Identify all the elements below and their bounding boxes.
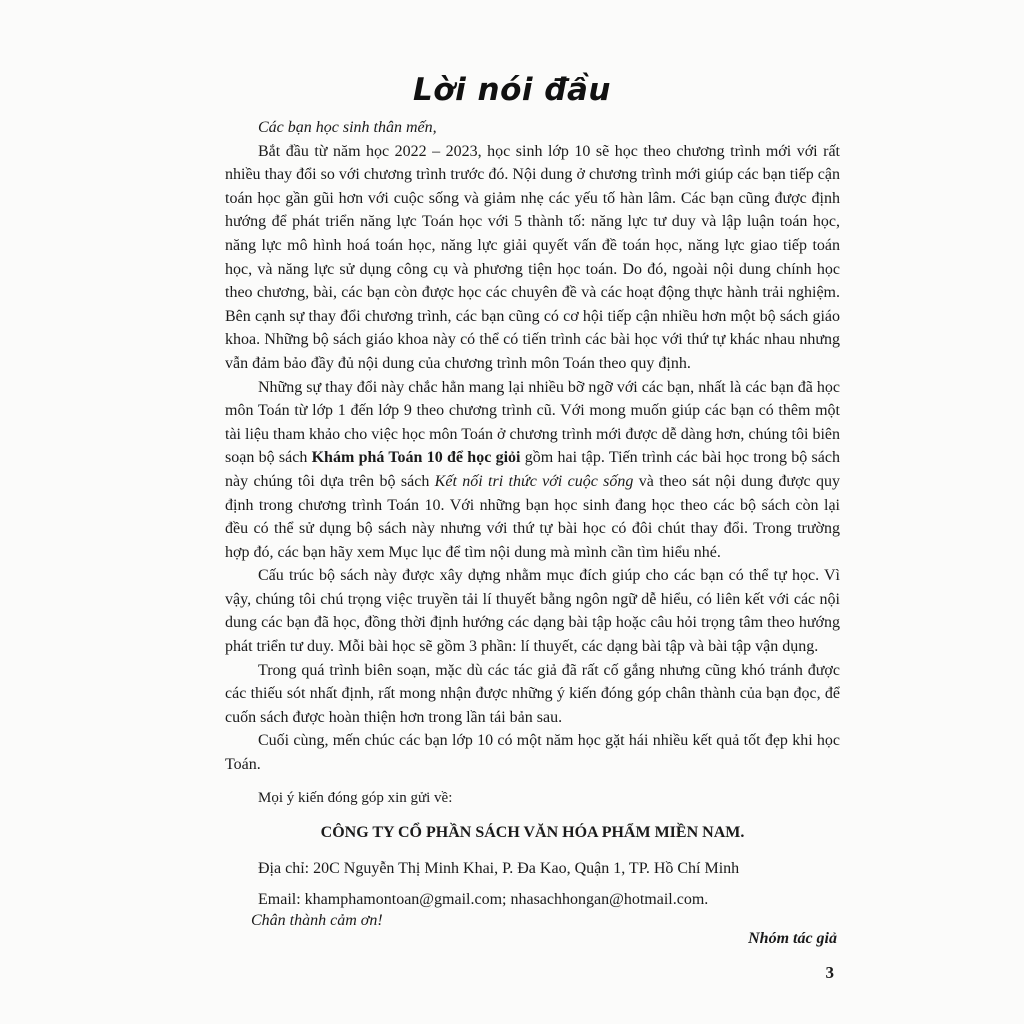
paragraph-4: Trong quá trình biên soạn, mặc dù các tác giả đã rất cố gắng nhưng cũng khó tránh được các thiếu sót nhất định, rất mong nhận được những ý kiến đóng góp chân thành của bạn đọc, để cuốn sách được hoàn thiện hơn trong lần tái bản sau. — [225, 661, 840, 726]
book-title: Khám phá Toán 10 để học giỏi — [311, 449, 521, 467]
series-title: Kết nối tri thức với cuộc sống — [434, 472, 634, 490]
thanks-note: Chân thành cảm ơn! — [251, 912, 383, 929]
paragraph-3: Cấu trúc bộ sách này được xây dựng nhằm mục đích giúp cho các bạn có thể tự học. Vì vậy, chúng tôi chú trọng việc truyền tải lí thuyết bằng ngôn ngữ dễ hiểu, có liên kết với các nội dung các bạn đã học, đồng thời định hướng các dạng bài tập hoặc câu hỏi trọng tâm theo hướng phát triển tư duy. Mỗi bài học sẽ gồm 3 phần: lí thuyết, các dạng bài tập và bài tập vận dụng. — [225, 567, 840, 656]
page-title: Lời nói đầu — [413, 72, 611, 108]
paragraph-2-part-c: và theo sát nội dung được quy định trong chương trình Toán 10. Với những bạn học sinh đang học theo các bộ sách còn lại đều có thể sử dụng bộ sách này nhưng với thứ tự bài học có đôi chút thay đổi. Trong trường hợp đó, các bạn hãy xem Mục lục để tìm nội dung mà mình cần tìm hiểu nhé. — [225, 472, 840, 561]
contact-intro: Mọi ý kiến đóng góp xin gửi về: — [258, 790, 453, 806]
page-number: 3 — [825, 963, 834, 982]
paragraph-2-part-b: gồm hai tập. Tiến trình các bài học trong bộ sách này chúng tôi dựa trên bộ sách — [225, 449, 840, 490]
paragraph-1: Bắt đầu từ năm học 2022 – 2023, học sinh lớp 10 sẽ học theo chương trình mới với rất nhiều thay đổi so với chương trình trước đó. Nội dung ở chương trình mới giúp các bạn tiếp cận toán học gần gũi hơn với cuộc sống và giảm nhẹ các yếu tố hàn lâm. Các bạn cũng được định hướng để phát triển năng lực Toán học với 5 thành tố: năng lực tư duy và lập luận toán học, năng lực mô hình hoá toán học, năng lực giải quyết vấn đề toán học, năng lực giao tiếp toán học, và năng lực sử dụng công cụ và phương tiện học toán. Do đó, ngoài nội dung chính học theo chương, bài, các bạn còn được học các chuyên đề và các hoạt động thực hành trải nghiệm. Bên cạnh sự thay đổi chương trình, các bạn cũng có cơ hội tiếp cận nhiều hơn một bộ sách giáo khoa. Những bộ sách giáo khoa này có thể có tiến trình các bài học với thứ tự khác nhau nhưng vẫn đảm bảo đầy đủ nội dung của chương trình môn Toán theo quy định. — [225, 142, 840, 372]
greeting: Các bạn học sinh thân mến, — [258, 119, 437, 136]
paragraph-5: Cuối cùng, mến chúc các bạn lớp 10 có một năm học gặt hái nhiều kết quả tốt đẹp khi học Toán. — [225, 732, 840, 774]
preface-body — [225, 116, 840, 777]
paragraph-2-part-a: Những sự thay đổi này chắc hẳn mang lại nhiều bỡ ngỡ với các bạn, nhất là các bạn đã học môn Toán từ lớp 1 đến lớp 9 theo chương trình cũ. Với mong muốn giúp các bạn có thêm một tài liệu tham khảo cho việc học môn Toán ở chương trình mới được dễ dàng hơn, chúng tôi biên soạn bộ sách — [225, 378, 840, 467]
paragraph-2 — [225, 376, 840, 565]
company-name: CÔNG TY CỔ PHẦN SÁCH VĂN HÓA PHẨM MIỀN NAM. — [320, 824, 745, 841]
contact-email: Email: khamphamontoan@gmail.com; nhasachhongan@hotmail.com. — [258, 891, 709, 908]
author-signature: Nhóm tác giả — [748, 930, 837, 947]
company-address: Địa chỉ: 20C Nguyễn Thị Minh Khai, P. Đa Kao, Quận 1, TP. Hồ Chí Minh — [258, 860, 740, 877]
